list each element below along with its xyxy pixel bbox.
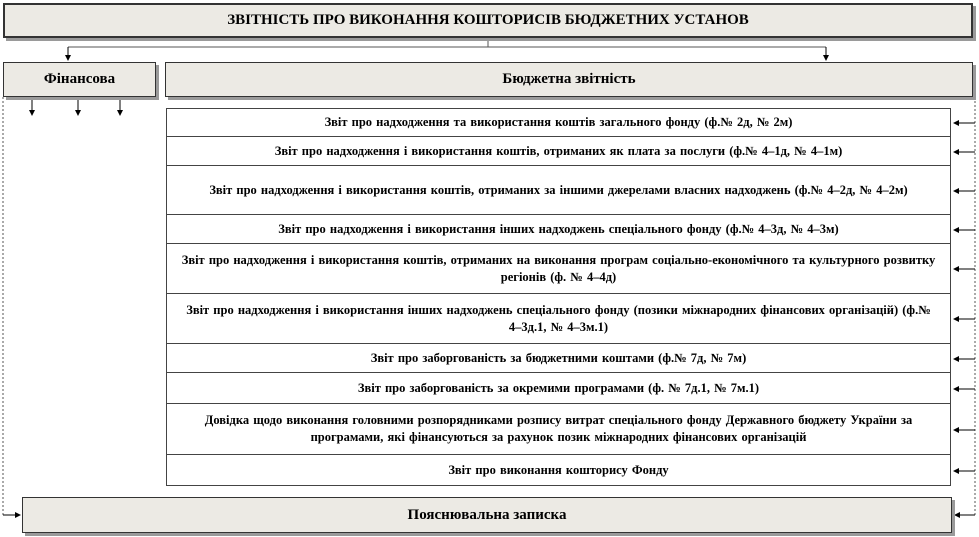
budget-reporting-box: Бюджетна звітність: [165, 62, 973, 97]
diagram-title: ЗВІТНІСТЬ ПРО ВИКОНАННЯ КОШТОРИСІВ БЮДЖЕТНИХ УСТАНОВ: [3, 3, 973, 38]
report-item: Звіт про заборгованість за бюджетними коштами (ф.№ 7д, № 7м): [166, 344, 951, 373]
report-item: Довідка щодо виконання головними розпорядниками розпису витрат спеціального фонду Державного бюджету України за програмами, які фінансуються за рахунок позик міжнародних фінансових організацій: [166, 404, 951, 455]
report-item: Звіт про надходження і використання коштів, отриманих на виконання програм соціально-економічного та культурного розвитку регіонів (ф. № 4–4д): [166, 244, 951, 294]
report-item: Звіт про надходження і використання інших надходжень спеціального фонду (ф.№ 4–3д, № 4–3м): [166, 215, 951, 244]
explanatory-note-box: Пояснювальна записка: [22, 497, 952, 533]
report-item: Звіт про надходження і використання коштів, отриманих за іншими джерелами власних надходжень (ф.№ 4–2д, № 4–2м): [166, 166, 951, 215]
report-item: Звіт про надходження та використання коштів загального фонду (ф.№ 2д, № 2м): [166, 108, 951, 137]
report-item: Звіт про заборгованість за окремими програмами (ф. № 7д.1, № 7м.1): [166, 373, 951, 404]
financial-reporting-box: Фінансова: [3, 62, 156, 97]
report-item: Звіт про виконання кошторису Фонду: [166, 455, 951, 486]
report-item: Звіт про надходження і використання коштів, отриманих як плата за послуги (ф.№ 4–1д, № 4–1м): [166, 137, 951, 166]
report-item: Звіт про надходження і використання інших надходжень спеціального фонду (позики міжнародних фінансових організацій) (ф.№ 4–3д.1, № 4–3м.1): [166, 294, 951, 344]
report-list: [166, 108, 951, 486]
